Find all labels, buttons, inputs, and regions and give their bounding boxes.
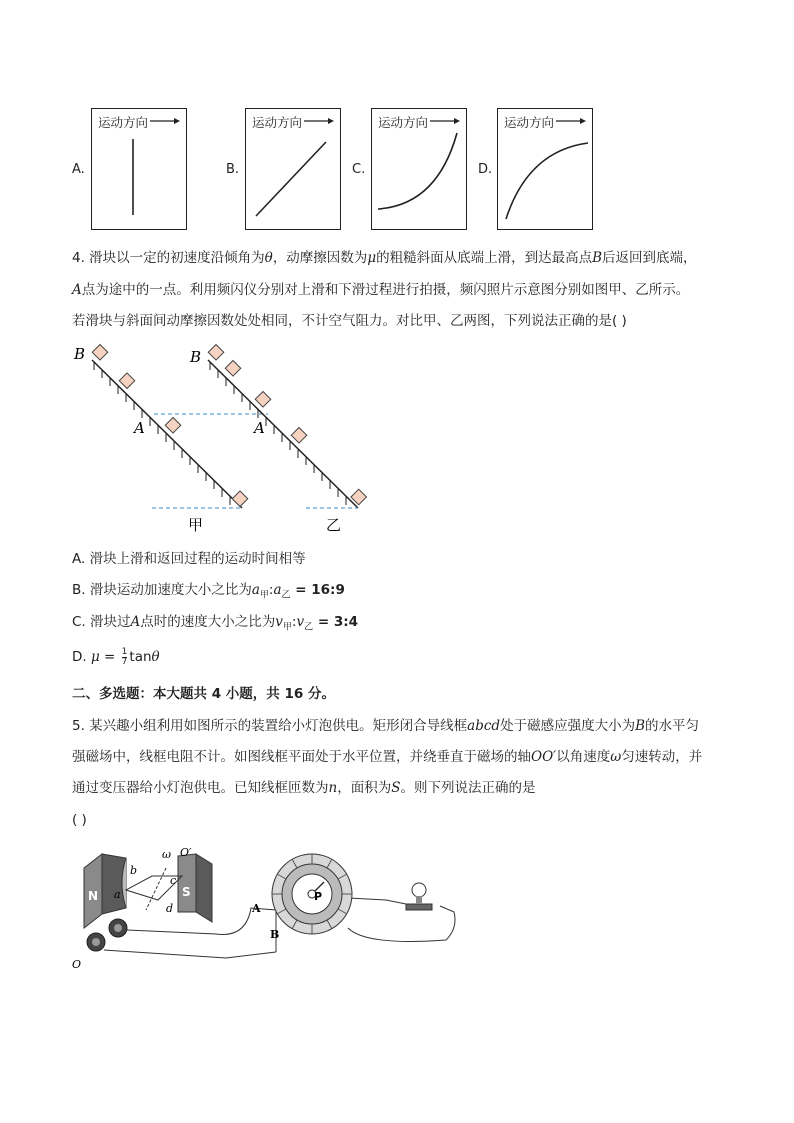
caption-yi: 乙: [326, 516, 342, 534]
arrowhead-icon: [454, 118, 460, 124]
motion-direction-label: 运动方向: [378, 115, 429, 130]
q4-stem-line-3: 若滑块与斜面间动摩擦因数处处相同，不计空气阻力。对比甲、乙两图，下列说法正确的是( ): [72, 313, 627, 329]
label-a: A: [134, 419, 145, 437]
q3-option-a-box[interactable]: [91, 108, 187, 230]
q3-option-c-label[interactable]: C.: [352, 162, 366, 177]
q3-option-a-graph: [92, 109, 186, 229]
q4-option-a[interactable]: A. 滑块上滑和返回过程的运动时间相等: [72, 551, 306, 567]
trajectory-line: [256, 142, 326, 216]
q3-option-d-box[interactable]: [497, 108, 593, 230]
svg-text:N: N: [88, 889, 99, 903]
section-2-heading: 二、多选题：本大题共 4 小题，共 16 分。: [72, 686, 335, 702]
arrowhead-icon: [328, 118, 334, 124]
svg-text:S: S: [182, 885, 191, 899]
svg-text:c: c: [170, 874, 177, 887]
svg-text:a: a: [114, 888, 121, 901]
motion-direction-label: 运动方向: [252, 115, 303, 130]
arrowhead-icon: [580, 118, 586, 124]
q5-answer-bracket: ( ): [72, 812, 87, 828]
incline-yi: [189, 345, 366, 534]
magnet-s: [178, 854, 212, 922]
q5-stem-line-3: 通过变压器给小灯泡供电。已知线框匝数为n，面积为S。则下列说法正确的是: [72, 780, 536, 796]
svg-text:ω: ω: [162, 848, 171, 861]
arrowhead-icon: [174, 118, 180, 124]
label-b: B: [74, 345, 86, 363]
svg-text:O: O: [72, 958, 82, 971]
svg-text:P: P: [314, 890, 323, 903]
hatch-marks: [94, 362, 230, 505]
slip-rings: [87, 919, 127, 951]
q4-stem-line-2: A点为途中的一点。利用频闪仪分别对上滑和下滑过程进行拍摄，频闪照片示意图分别如图甲、乙所示。: [72, 282, 690, 298]
lamp-icon: [406, 883, 432, 910]
motion-direction-label: 运动方向: [504, 115, 555, 130]
q4-option-c[interactable]: C. 滑块过A点时的速度大小之比为$v_甲:v_乙$ = 3:4: [72, 614, 359, 633]
q3-option-b-box[interactable]: [245, 108, 341, 230]
svg-text:b: b: [130, 864, 138, 877]
motion-direction-label: 运动方向: [98, 115, 149, 130]
hatch-marks: [210, 362, 346, 505]
q3-option-b-graph: [246, 109, 340, 229]
slider-blocks: [92, 345, 248, 507]
q3-option-d-graph: [498, 109, 592, 229]
q4-option-d[interactable]: D. μ = $\frac{1}{7}$ tanθ: [72, 646, 160, 667]
trajectory-curve: [506, 143, 588, 219]
q5-stem-line-1: 5. 某兴趣小组利用如图所示的装置给小灯泡供电。矩形闭合导线框abcd处于磁感应强度大小为B的水平匀: [72, 718, 699, 734]
svg-text:B: B: [270, 928, 280, 941]
svg-text:A: A: [252, 902, 261, 915]
q5-generator-figure: [66, 838, 466, 978]
q3-option-c-box[interactable]: [371, 108, 467, 230]
q4-stem-line-1: 4. 滑块以一定的初速度沿倾角为θ，动摩擦因数为μ的粗糙斜面从底端上滑，到达最高点B后返回到底端，: [72, 250, 697, 266]
q4-incline-figure: [70, 340, 380, 540]
q4-option-b[interactable]: B. 滑块运动加速度大小之比为$a_甲:a_乙$ = 16:9: [72, 582, 345, 601]
slider-blocks: [208, 345, 366, 505]
toroidal-transformer: [272, 854, 352, 934]
q3-option-a-label[interactable]: A.: [72, 162, 85, 177]
q3-option-d-label[interactable]: D.: [478, 162, 493, 177]
fraction: $\frac{1}{7}$: [121, 646, 128, 667]
svg-text:d: d: [166, 902, 174, 915]
caption-jia: 甲: [188, 516, 204, 534]
q3-option-c-graph: [372, 109, 466, 229]
label-b: B: [190, 348, 202, 366]
q3-option-b-label[interactable]: B.: [226, 162, 240, 177]
label-a: A: [254, 419, 265, 437]
svg-text:O′: O′: [180, 846, 192, 859]
q5-stem-line-2: 强磁场中，线框电阻不计。如图线框平面处于水平位置，并绕垂直于磁场的轴OO′以角速度ω匀速转动，并: [72, 749, 703, 765]
trajectory-curve: [378, 133, 457, 209]
